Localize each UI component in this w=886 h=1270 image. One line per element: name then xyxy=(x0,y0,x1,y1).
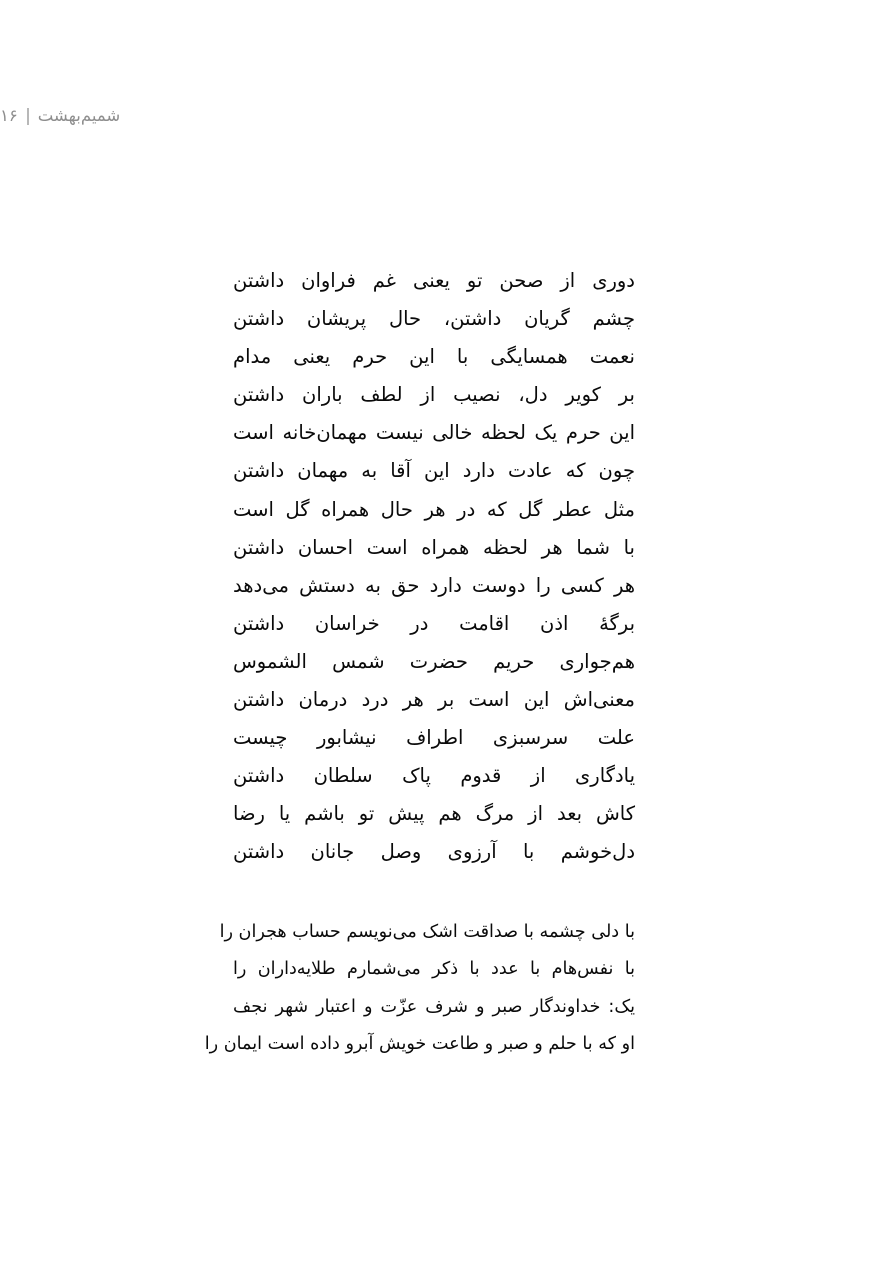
poem-body xyxy=(204,262,635,1064)
verse-line xyxy=(233,529,635,567)
verse-line xyxy=(204,1026,635,1064)
verse-line xyxy=(233,757,635,795)
header-separator-rule xyxy=(27,108,29,125)
verse-text: یادگاری از قدوم پاک سلطان داشتن xyxy=(233,764,635,788)
verse-text: با دلی چشمه با صداقت اشک می‌نویسم حساب هجران را xyxy=(219,921,635,942)
verse-text: دل‌خوشم با آرزوی وصل جانان داشتن xyxy=(233,840,635,864)
verse-line xyxy=(233,300,635,338)
verse-text: علت سرسبزی اطراف نیشابور چیست xyxy=(233,726,635,750)
verse-text: یک: خداوندگار صبر و شرف عزّت و اعتبار شهر نجف xyxy=(233,996,635,1017)
verse-line xyxy=(233,989,635,1027)
verse-line xyxy=(233,643,635,681)
stanza-1 xyxy=(233,262,635,872)
verse-line xyxy=(233,719,635,757)
verse-text: او که با حلم و صبر و طاعت خویش آبرو داده است ایمان را xyxy=(204,1034,635,1055)
verse-line xyxy=(233,338,635,376)
verse-text: مثل عطر گل که در هر حال همراه گل است xyxy=(233,497,635,521)
verse-text: نعمت همسایگی با این حرم یعنی مدام xyxy=(233,345,635,369)
verse-line xyxy=(233,414,635,452)
running-header xyxy=(0,108,798,125)
page-number: ۱۶ xyxy=(0,106,18,126)
verse-text: این حرم یک لحظه خالی نیست مهمان‌خانه است xyxy=(233,421,635,445)
verse-line xyxy=(233,567,635,605)
verse-text: دوری از صحن تو یعنی غم فراوان داشتن xyxy=(233,269,635,292)
verse-text: بر کویر دل، نصیب از لطف باران داشتن xyxy=(233,383,635,407)
verse-line xyxy=(233,262,635,300)
verse-text: با نفس‌هام با عدد با ذکر می‌شمارم طلایه‌داران را xyxy=(233,959,635,980)
verse-line xyxy=(233,951,635,989)
verse-line xyxy=(233,376,635,414)
verse-line xyxy=(233,605,635,643)
verse-line xyxy=(219,914,635,952)
stanza-2 xyxy=(204,914,635,1064)
verse-text: هم‌جواری حریم حضرت شمس الشموس xyxy=(233,649,635,673)
verse-text: معنی‌اش این است بر هر درد درمان داشتن xyxy=(233,688,635,712)
stanza-separator xyxy=(233,872,635,914)
verse-text: چشم گریان داشتن، حال پریشان داشتن xyxy=(233,307,635,331)
header-book-title: شمیم‌بهشت xyxy=(37,106,121,126)
verse-text: برگهٔ اذن اقامت در خراسان داشتن xyxy=(233,611,635,635)
verse-text: چون که عادت دارد این آقا به مهمان داشتن xyxy=(233,459,635,483)
verse-text: با شما هر لحظه همراه است احسان داشتن xyxy=(233,535,635,559)
verse-text: کاش بعد از مرگ هم پیش تو باشم یا رضا xyxy=(233,802,635,826)
verse-line xyxy=(233,491,635,529)
verse-line xyxy=(233,681,635,719)
verse-line xyxy=(233,795,635,833)
verse-text: هر کسی را دوست دارد حق به دستش می‌دهد xyxy=(233,573,635,597)
verse-line xyxy=(233,833,635,871)
verse-line xyxy=(233,452,635,490)
